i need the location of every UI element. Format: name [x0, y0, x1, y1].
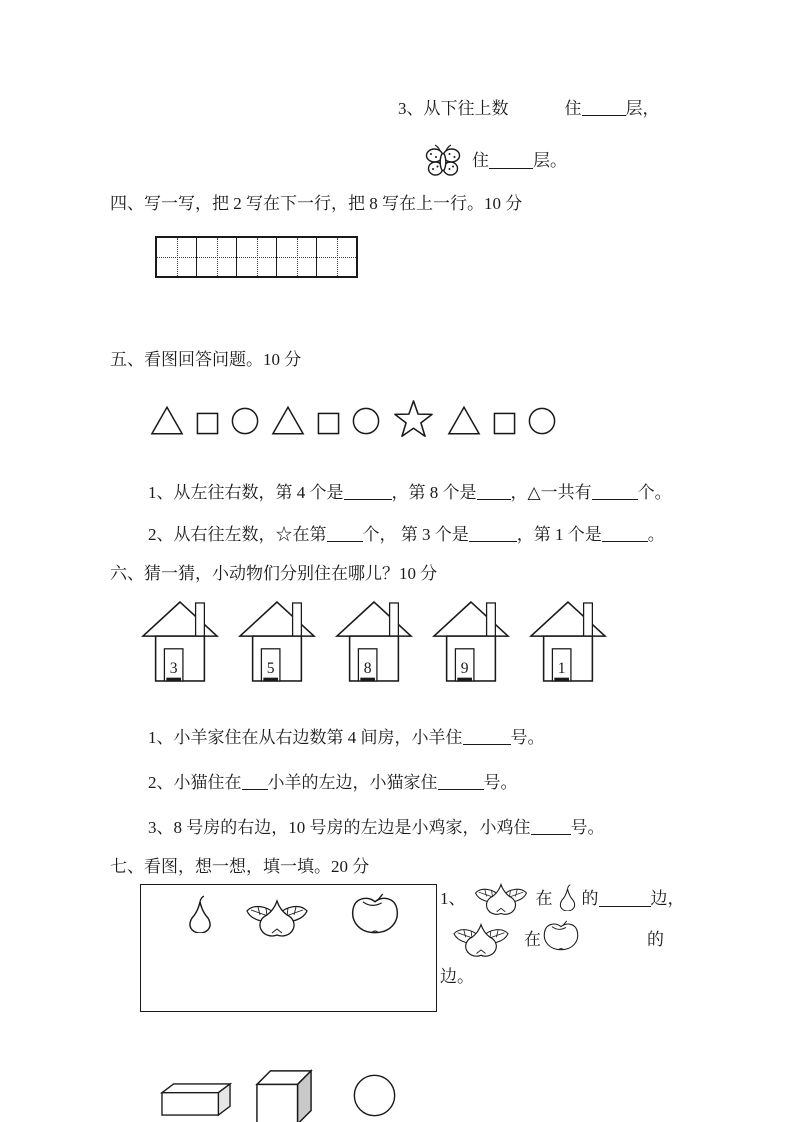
house-9 [432, 597, 510, 685]
section-six-q2 [148, 772, 518, 794]
question-3-line-2 [424, 141, 567, 181]
q-text: 号。 [570, 818, 605, 837]
answer-blank [477, 485, 511, 500]
shapes-row [150, 403, 556, 436]
house-chimney [584, 603, 593, 636]
house-roof [143, 602, 217, 636]
house-1 [529, 597, 607, 685]
ball-shape [352, 1073, 397, 1118]
peach-icon [452, 922, 510, 958]
answer-blank [489, 154, 533, 169]
q-text: 3、8 号房的右边，10 号房的左边是小鸡家，小鸡住 [148, 818, 531, 837]
peach-icon [240, 898, 314, 938]
peach-icon [472, 882, 530, 916]
q-text: 1、从左往右数，第 4 个是 [148, 483, 344, 502]
house-number: 5 [266, 660, 275, 678]
section-seven-q1-line-3 [440, 966, 474, 988]
house-number: 1 [557, 660, 566, 678]
pear-icon [186, 895, 214, 933]
section-seven-title: 七、看图，想一想，填一填。20 分 [110, 857, 370, 876]
bottom-shapes-row [160, 1068, 397, 1122]
writing-grid [155, 236, 358, 278]
circle-shape [528, 407, 556, 436]
apple-icon [347, 893, 403, 937]
house-roof [531, 602, 605, 636]
section-five-q2 [148, 524, 665, 546]
section-seven-q1-line-2 [452, 920, 664, 959]
star-shape [392, 398, 435, 436]
triangle-shape [447, 405, 481, 436]
house-number: 9 [460, 660, 469, 678]
writing-cell [157, 238, 197, 276]
house-5 [238, 597, 316, 685]
q-text: ，△一共有 [510, 483, 592, 502]
q-text: 2、小猫住在 [148, 773, 242, 792]
writing-cell [277, 238, 317, 276]
section-six-title: 六、猜一猜，小动物们分别住在哪儿？10 分 [110, 564, 438, 583]
answer-blank [344, 485, 392, 500]
circle-shape [231, 407, 259, 436]
cuboid-shape [160, 1082, 232, 1117]
box-fruits [141, 885, 436, 938]
answer-blank [469, 527, 517, 542]
q-text: 。 [647, 525, 665, 544]
apple-icon [541, 920, 581, 953]
q-text: ，第 1 个是 [516, 525, 602, 544]
q-text: 2、从右往左数，☆在第 [148, 525, 327, 544]
house-3 [141, 597, 219, 685]
q-text: 在 [524, 929, 541, 949]
q-text: 1、 [440, 889, 466, 908]
q3-text-ceng2: 层。 [533, 151, 567, 170]
section-five-q1 [148, 482, 672, 504]
section-six-q1 [148, 727, 545, 749]
house-chimney [390, 603, 399, 636]
q-text: 的 [581, 889, 599, 908]
q-text: 个。 [637, 483, 672, 502]
house-number: 3 [169, 660, 178, 678]
section-six-q3 [148, 817, 605, 839]
writing-cell [317, 238, 356, 276]
house-8 [335, 597, 413, 685]
section-four-title: 四、写一写，把 2 写在下一行，把 8 写在上一行。10 分 [110, 194, 523, 213]
houses-row [141, 597, 607, 685]
q-text: 在 [535, 889, 553, 908]
triangle-shape [150, 405, 184, 436]
house-roof [337, 602, 411, 636]
q-text: 边， [650, 889, 685, 908]
section-seven-q1-line-1 [440, 882, 685, 916]
q-text: 小羊的左边，小猫家住 [267, 773, 438, 792]
q-text: 号。 [483, 773, 518, 792]
house-roof [240, 602, 314, 636]
writing-cell [197, 238, 237, 276]
answer-blank [592, 485, 638, 500]
answer-blank [327, 527, 363, 542]
answer-blank [602, 527, 648, 542]
writing-cell [237, 238, 277, 276]
q3-text-ceng: 层， [625, 99, 660, 118]
house-chimney [293, 603, 302, 636]
question-3-line-1 [398, 98, 660, 120]
cube-shape [255, 1068, 313, 1122]
pear-icon [558, 884, 577, 911]
house-number: 8 [363, 660, 372, 678]
answer-blank [582, 101, 626, 116]
q3-text-lead: 3、从下往上数 [398, 99, 509, 118]
triangle-shape [271, 405, 305, 436]
square-shape [196, 412, 219, 436]
q-text: 1、小羊家住在从右边数第 4 间房，小羊住 [148, 728, 463, 747]
answer-blank [599, 892, 651, 907]
q-text: 号。 [510, 728, 545, 747]
answer-blank [242, 775, 268, 790]
answer-blank [531, 820, 571, 835]
butterfly-icon [424, 143, 462, 179]
q-text: 个， 第 3 个是 [362, 525, 469, 544]
square-shape [493, 412, 516, 436]
q-text: 的 [647, 929, 664, 949]
answer-blank [463, 730, 511, 745]
house-chimney [487, 603, 496, 636]
house-chimney [196, 603, 205, 636]
q-text: ，第 8 个是 [391, 483, 477, 502]
section-five-title: 五、看图回答问题。10 分 [110, 350, 302, 369]
house-roof [434, 602, 508, 636]
square-shape [317, 412, 340, 436]
circle-shape [352, 407, 380, 436]
fruit-box [140, 884, 437, 1012]
q-text: 边。 [440, 967, 474, 986]
answer-blank [438, 775, 484, 790]
q3-text-zhu: 住 [564, 99, 582, 118]
q3-text-zhu2: 住 [472, 151, 489, 170]
